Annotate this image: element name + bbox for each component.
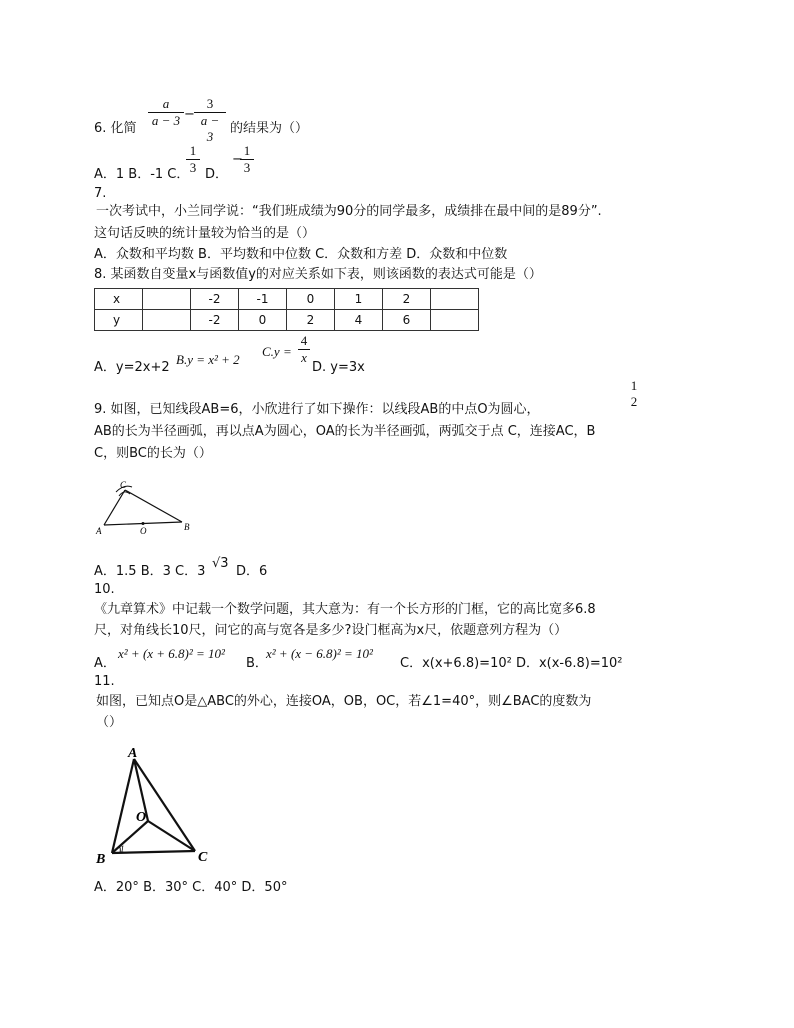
q9-stem-line2: AB的长为半径画弧，再以点A为圆心，OA的长为半径画弧，两弧交于点 C，连接AC，B: [94, 424, 596, 439]
table-cell: 1: [335, 289, 383, 310]
q9-half-denominator: 2: [630, 394, 638, 409]
segment-oc: [148, 821, 195, 851]
q6-fraction-1: [148, 96, 184, 129]
q10-options-cd: C．x(x+6.8)=10² D．x(x-6.8)=10²: [400, 656, 623, 671]
q6-d-numerator: 1: [243, 143, 251, 158]
table-cell: -2: [191, 289, 239, 310]
q10-option-b-label: B．: [246, 656, 268, 671]
q11-number: 11.: [94, 674, 115, 689]
q6-option-d-label: D．: [205, 167, 229, 182]
label-b: B: [96, 852, 106, 867]
q10-option-a: x² + (x + 6.8)² = 10²: [118, 646, 225, 661]
segment-ac: [104, 490, 125, 525]
label-c: C: [198, 850, 208, 865]
table-cell: x: [95, 289, 143, 310]
q8-c-denominator: x: [301, 350, 307, 365]
q11-stem-line1: 如图，已知点O是△ABC的外心，连接OA，OB，OC，若∠1=40°，则∠BAC的度数为: [96, 694, 592, 709]
q6-option-d-fraction: [240, 143, 254, 176]
q7-number: 7.: [94, 186, 107, 201]
q7-stem-line2: 这句话反映的统计量较为恰当的是（）: [94, 226, 316, 241]
table-cell: y: [95, 310, 143, 331]
q6-frac2-numerator: 3: [206, 96, 214, 111]
q10-stem-line2: 尺，对角线长10尺，问它的高与宽各是多少?设门框高为x尺，依题意列方程为（）: [94, 623, 568, 638]
q8-option-b: B.y = x² + 2: [176, 352, 240, 367]
construction-arc-2: [119, 492, 130, 496]
table-cell: 2: [287, 310, 335, 331]
label-o: O: [136, 810, 147, 825]
q6-prefix: 6. 化简: [94, 121, 137, 136]
q6-d-denominator: 3: [243, 160, 251, 175]
table-cell: 6: [383, 310, 431, 331]
segment-bc: [125, 490, 182, 522]
q11-stem-line2: （）: [96, 715, 123, 730]
table-cell: 4: [335, 310, 383, 331]
label-c: C: [120, 480, 127, 490]
table-cell: 0: [287, 289, 335, 310]
table-cell: [431, 289, 479, 310]
table-row: [95, 289, 479, 310]
table-cell: 2: [383, 289, 431, 310]
q8-option-c-fraction: [298, 333, 310, 366]
q9-stem-line1: 9. 如图，已知线段AB=6，小欣进行了如下操作：以线段AB的中点O为圆心，: [94, 402, 540, 417]
q10-stem-line1: 《九章算术》中记载一个数学问题，其大意为：有一个长方形的门框，它的高比宽多6.8: [94, 602, 596, 617]
segment-ac: [134, 759, 195, 851]
q9-half-numerator: 1: [630, 378, 638, 393]
q6-c-numerator: 1: [189, 143, 197, 158]
q10-option-b: x² + (x − 6.8)² = 10²: [266, 646, 373, 661]
q9-figure: [94, 480, 204, 540]
q8-option-c-prefix: C.y =: [262, 344, 292, 359]
q6-options: A．1 B．-1 C．: [94, 167, 190, 182]
q6-suffix: 的结果为（）: [230, 121, 309, 136]
q6-c-denominator: 3: [189, 160, 197, 175]
q8-stem: 8. 某函数自变量x与函数值y的对应关系如下表，则该函数的表达式可能是（）: [94, 267, 542, 282]
table-cell: -1: [239, 289, 287, 310]
q9-options-prefix: A．1.5 B．3 C．3: [94, 564, 206, 579]
q6-option-d-sign: −: [232, 152, 243, 167]
q8-option-d: D. y=3x: [312, 360, 365, 375]
segment-ab: [112, 759, 134, 853]
table-cell: -2: [191, 310, 239, 331]
q9-half-fraction: [628, 378, 640, 410]
q6-frac1-numerator: a: [162, 96, 170, 111]
table-cell: [143, 289, 191, 310]
point-o: [142, 522, 145, 525]
q7-stem-line1: 一次考试中，小兰同学说：“我们班成绩为90分的同学最多，成绩排在最中间的是89分”.: [96, 204, 602, 219]
table-cell: [431, 310, 479, 331]
table-row: [95, 310, 479, 331]
label-o: O: [140, 526, 147, 536]
q9-stem-line3: C，则BC的长为（）: [94, 446, 212, 461]
q6-frac2-denominator: a − 3: [200, 113, 220, 144]
q6-fraction-2: [194, 96, 226, 145]
q8-table: [94, 288, 479, 331]
q7-options: A．众数和平均数 B．平均数和中位数 C．众数和方差 D．众数和中位数: [94, 247, 508, 262]
table-cell: 0: [239, 310, 287, 331]
q10-option-a-label: A．: [94, 656, 116, 671]
label-a: A: [96, 526, 102, 536]
q8-c-numerator: 4: [300, 333, 308, 348]
q10-number: 10.: [94, 582, 115, 597]
label-angle-1: 1: [120, 844, 125, 854]
q9-option-c-sqrt: √3: [212, 556, 229, 571]
q6-option-c-fraction: [186, 143, 200, 176]
q6-minus-sign: −: [184, 107, 195, 122]
q6-frac1-denominator: a − 3: [151, 113, 181, 128]
q11-figure: [94, 745, 224, 870]
label-b: B: [184, 522, 190, 532]
q11-options: A．20° B．30° C．40° D．50°: [94, 880, 288, 895]
label-a: A: [128, 746, 138, 761]
q8-option-a: A．y=2x+2: [94, 360, 170, 375]
q9-options-suffix: D．6: [236, 564, 268, 579]
table-cell: [143, 310, 191, 331]
